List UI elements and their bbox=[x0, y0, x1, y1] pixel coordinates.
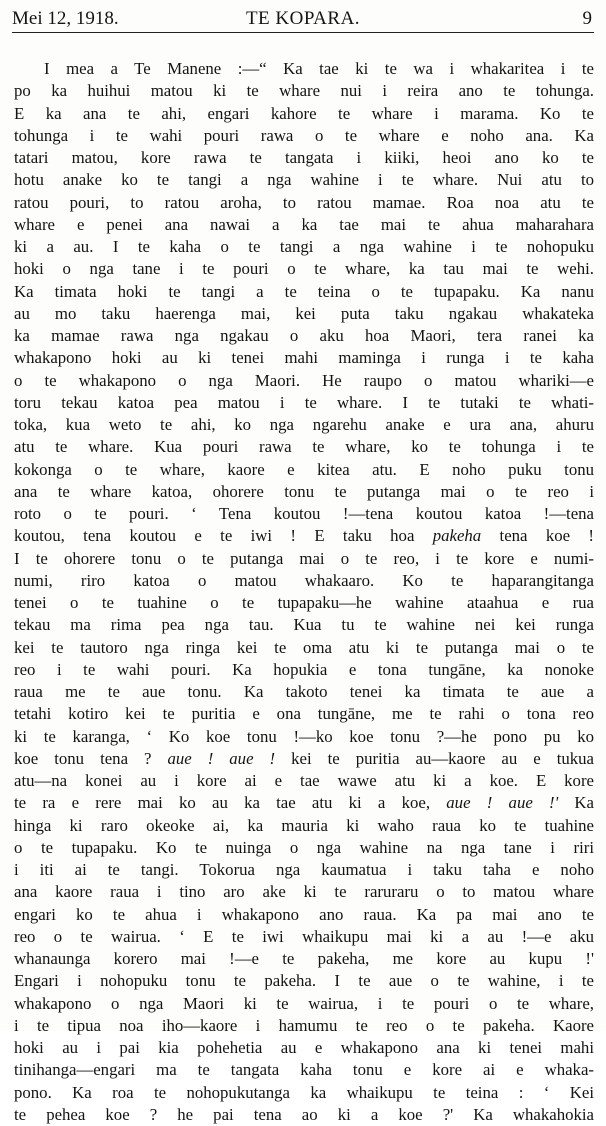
text-line: hoki au i pai kia pohehetia au e whakapono ana ki tenei mahi bbox=[14, 1038, 594, 1057]
text-line: engari ko te ahua i whakapono ano raua. Ka pa mai ano te bbox=[14, 904, 594, 924]
text-line: tatari matou, kore rawa te tangata i kiiki, heoi ano ko te bbox=[14, 148, 594, 167]
text-line: whare e penei ana nawai a ka tae mai te ahua maharahara bbox=[14, 214, 594, 234]
text-line: pono. Ka roa te nohopukutanga ka whaikupu te teina : ‘ Kei bbox=[14, 1082, 594, 1102]
text-line: tetahi kotiro kei te puritia e ona tungāne, me te rahi o tona reo bbox=[14, 704, 594, 724]
text-line: i iti ai te tangi. Tokorua nga kaumatua i taku taha e noho bbox=[14, 860, 594, 879]
text-line: te ra e rere mai ko au ka tae atu ki a koe, aue ! aue !' Ka bbox=[14, 793, 594, 813]
text-line: ka mamae rawa nga ngakau o aku hoa Maori, tera ranei ka bbox=[14, 326, 594, 345]
text-line: ratou pouri, to ratou aroha, to ratou mamae. Roa noa atu te bbox=[14, 192, 594, 212]
text-line: te pehea koe ? he pai tena ao ki a koe ?' Ka whakahokia bbox=[14, 1104, 594, 1124]
text-line: tekau ma rima pea nga tau. Kua tu te wahine nei kei runga bbox=[14, 615, 594, 635]
text-line: ana kaore raua i tino aro ake ki te raruraru o to matou whare bbox=[14, 882, 594, 902]
text-line: o te whakapono o nga Maori. He raupo o matou whariki—e bbox=[14, 370, 594, 390]
text-line: i te tipua noa iho—kaore i hamumu te reo o te pakeha. Kaore bbox=[14, 1015, 594, 1035]
text-line: ana te whare katoa, ohorere tonu te putanga mai o te reo i bbox=[14, 481, 594, 501]
issue-date: Mei 12, 1918. bbox=[12, 8, 119, 29]
text-line: raua me te aue tonu. Ka takoto tenei ka timata te aue a bbox=[14, 682, 594, 701]
text-line: hoki o nga tane i te pouri o te whare, ka tau mai te wehi. bbox=[14, 259, 594, 279]
text-line: Ka timata hoki te tangi a te teina o te tupapaku. Ka nanu bbox=[14, 281, 594, 301]
text-line: tenei o te tuahine o te tupapaku—he wahine ataahua e rua bbox=[14, 593, 594, 612]
text-line: tinihanga—engari ma te tangata kaha tonu e kore ai e whaka- bbox=[14, 1060, 594, 1080]
text-line: E ka ana te ahi, engari kahore te whare i marama. Ko te bbox=[14, 103, 594, 123]
text-line: ki te karanga, ‘ Ko koe tonu !—ko koe tonu ?—he pono pu ko bbox=[14, 726, 594, 746]
text-line: po ka huihui matou ki te whare nui i reira ano te tohunga. bbox=[14, 81, 594, 101]
text-line: toka, kua weto te ahi, ko nga ngarehu anake e ura ana, ahuru bbox=[14, 415, 594, 434]
text-line: hinga ki raro okeoke ai, ka mauria ki waho raua ko te tuahine bbox=[14, 815, 594, 835]
text-line: whakapono hoki au ki tenei mahi maminga i runga i te kaha bbox=[14, 348, 594, 368]
italic-text: aue ! aue ! bbox=[167, 748, 276, 768]
text-line: atu te whare. Kua pouri rawa te whare, ko te tohunga i te bbox=[14, 437, 594, 457]
text-line: tohunga i te wahi pouri rawa o te whare e noho ana. Ka bbox=[14, 125, 594, 145]
article-body bbox=[14, 58, 594, 1126]
text-line: o te tupapaku. Ko te nuinga o nga wahine na nga tane i riri bbox=[14, 837, 594, 857]
italic-text: aue ! aue !' bbox=[446, 793, 559, 813]
italic-text: pakeha bbox=[432, 526, 482, 546]
text-line: roto o te pouri. ‘ Tena koutou !—tena koutou katoa !—tena bbox=[14, 504, 594, 523]
text-line: ki a au. I te kaha o te tangi a nga wahine i te nohopuku bbox=[14, 237, 594, 256]
text-line: numi, riro katoa o matou whakaaro. Ko te haparangitanga bbox=[14, 570, 594, 590]
text-line: I mea a Te Manene :—“ Ka tae ki te wa i whakaritea i te bbox=[44, 59, 594, 78]
page-header bbox=[12, 6, 594, 34]
text-line: toru tekau katoa pea matou i te whare. I te tutaki te whati- bbox=[14, 392, 594, 412]
text-line: whakapono o nga Maori ki te wairua, i te pouri o te whare, bbox=[14, 993, 594, 1013]
text-line: koutou, tena koutou e te iwi ! E taku hoa pakeha tena koe ! bbox=[14, 526, 594, 546]
text-line: reo i te wahi pouri. Ka hopukia e tona tungāne, ka nonoke bbox=[14, 659, 594, 679]
text-line: atu—na konei au i kore ai e tae wawe atu ki a koe. E kore bbox=[14, 771, 594, 790]
text-line: I te ohorere tonu o te putanga mai o te reo, i te kore e numi- bbox=[14, 548, 594, 568]
text-line: hotu anake ko te tangi a nga wahine i te whare. Nui atu to bbox=[14, 170, 594, 190]
text-line: reo o te wairua. ‘ E te iwi whaikupu mai ki a au !—e aku bbox=[14, 926, 594, 946]
text-line: Engari i nohopuku tonu te pakeha. I te aue o te wahine, i te bbox=[14, 971, 594, 991]
publication-title: TE KOPARA. bbox=[245, 8, 361, 29]
text-line: kei te tautoro nga ringa kei te oma atu ki te putanga mai o te bbox=[14, 637, 594, 657]
text-line: koe tonu tena ? aue ! aue ! kei te puritia au—kaore au e tukua bbox=[14, 748, 594, 768]
text-line: au mo taku haerenga mai, kei puta taku ngakau whakateka bbox=[14, 303, 594, 323]
text-line: kokonga o te whare, kaore e kitea atu. E noho puku tonu bbox=[14, 459, 594, 479]
page-number: 9 bbox=[582, 8, 592, 29]
text-line: whanaunga korero mai !—e te pakeha, me kore au kupu !' bbox=[14, 949, 594, 968]
header-rule bbox=[12, 32, 594, 33]
